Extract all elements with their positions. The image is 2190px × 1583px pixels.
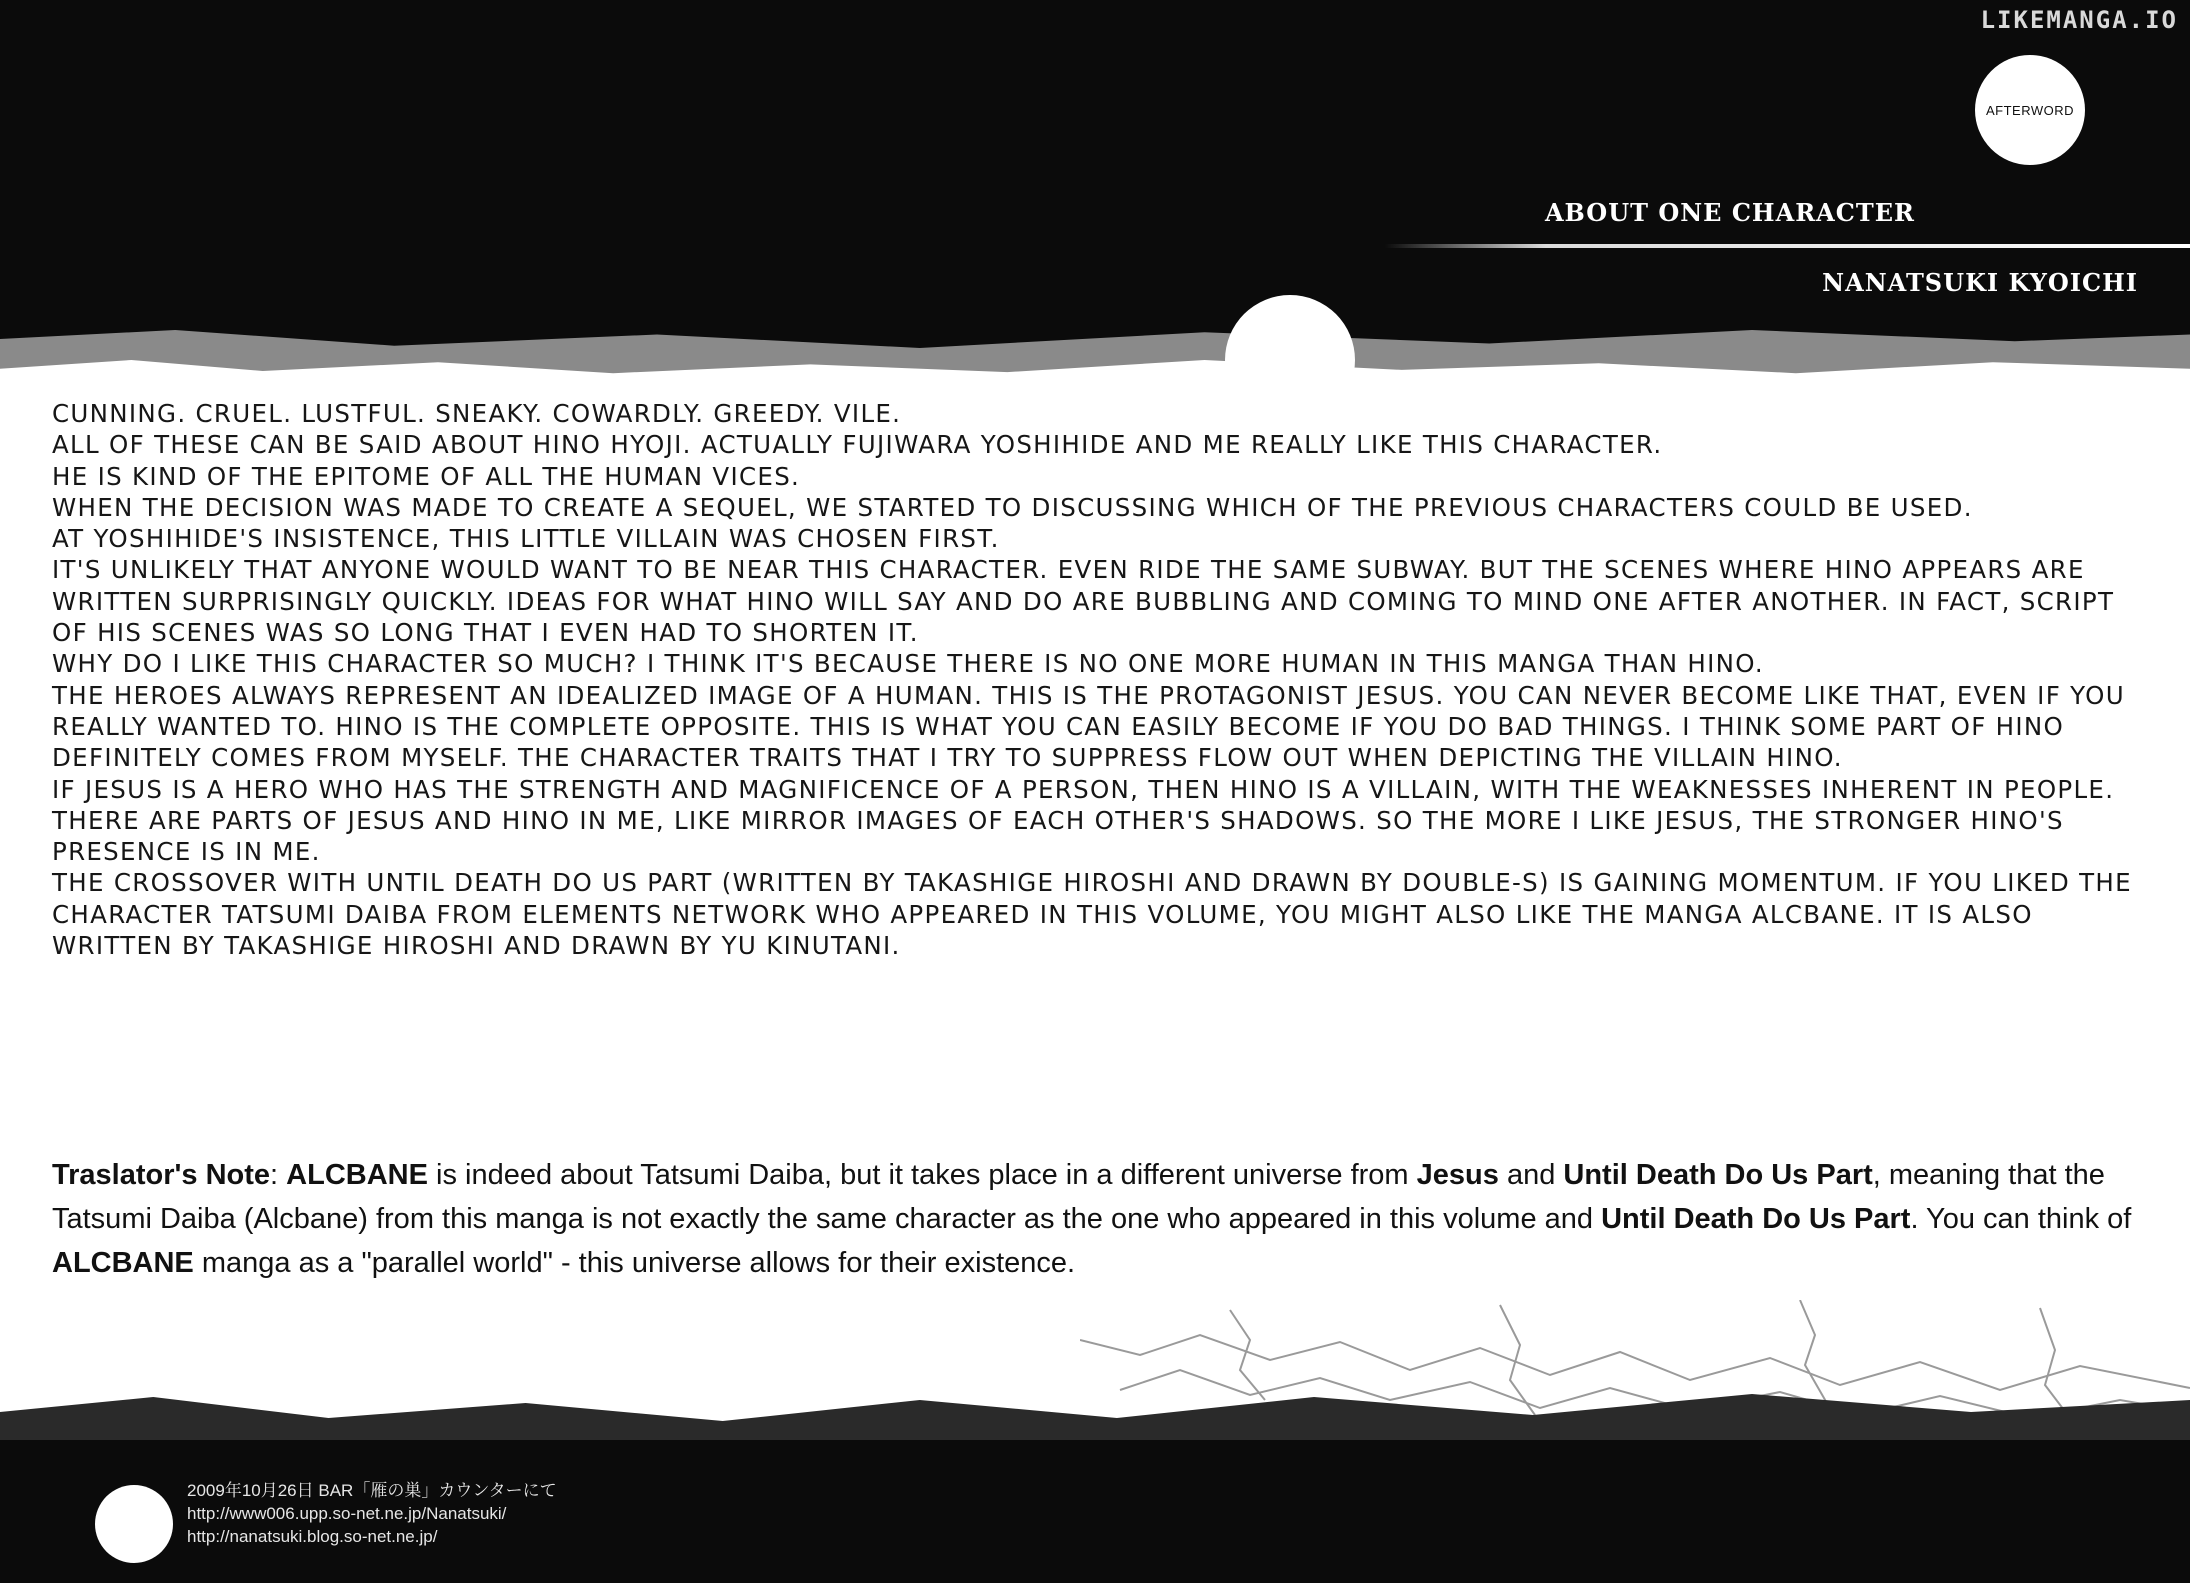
paragraph: WHY DO I LIKE THIS CHARACTER SO MUCH? I THINK IT'S BECAUSE THERE IS NO ONE MORE HUMAN IN THIS MANGA THAN HINO. bbox=[52, 649, 1764, 679]
note-text: : bbox=[270, 1159, 287, 1191]
note-title: Until Death Do Us Part bbox=[1601, 1203, 1911, 1235]
note-label: Traslator's Note bbox=[52, 1159, 271, 1191]
author-name: NANATSUKI KYOICHI bbox=[1822, 268, 2138, 297]
site-watermark: LIKEMANGA.IO bbox=[1980, 6, 2178, 34]
paragraph: WHEN THE DECISION WAS MADE TO CREATE A SEQUEL, WE STARTED TO DISCUSSING WHICH OF THE PREVIOUS CHARACTERS COULD BE USED. bbox=[52, 492, 1973, 522]
note-text: and bbox=[1498, 1159, 1564, 1191]
credit-link-blog[interactable]: http://nanatsuki.blog.so-net.ne.jp/ bbox=[187, 1527, 438, 1546]
paragraph: IT'S UNLIKELY THAT ANYONE WOULD WANT TO BE NEAR THIS CHARACTER. EVEN RIDE THE SAME SUBWAY. BUT THE SCENES WHERE HINO APPEARS ARE WRITTEN SURPRISINGLY QUICKLY. IDEAS FOR WHAT HINO WILL SAY AND DO ARE BUBBLING AND COMING TO MIND ONE AFTER ANOTHER. IN FACT, SCRIPT OF HIS SCENES WAS SO LONG THAT I EVEN HAD TO SHORTEN IT. bbox=[52, 555, 2115, 648]
note-text: , meaning that the Tatsumi Daiba (Alcbane) from this manga is not exactly the same character as the one who appeared in this volume and bbox=[52, 1159, 2105, 1235]
paragraph: HE IS KIND OF THE EPITOME OF ALL THE HUMAN VICES. bbox=[52, 461, 801, 491]
author-credits bbox=[187, 1479, 557, 1548]
paragraph: CUNNING. CRUEL. LUSTFUL. SNEAKY. COWARDLY. GREEDY. VILE. bbox=[52, 399, 902, 428]
header-band bbox=[0, 0, 2190, 370]
note-title: ALCBANE bbox=[52, 1247, 194, 1279]
section-title: ABOUT ONE CHARACTER bbox=[1544, 198, 1915, 227]
paragraph: THE CROSSOVER WITH UNTIL DEATH DO US PART (WRITTEN BY TAKASHIGE HIROSHI AND DRAWN BY DOUBLE-S) IS GAINING MOMENTUM. IF YOU LIKED THE CHARACTER TATSUMI DAIBA FROM ELEMENTS NETWORK WHO APPEARED IN THIS VOLUME, YOU MIGHT ALSO LIKE THE MANGA ALCBANE. IT IS ALSO WRITTEN BY TAKASHIGE HIROSHI AND DRAWN BY YU KINUTANI. bbox=[52, 868, 2132, 961]
afterword-body bbox=[52, 398, 2142, 961]
note-text: . You can think of bbox=[1910, 1203, 2132, 1235]
moon-disc-decoration bbox=[95, 1485, 173, 1563]
paragraph: ALL OF THESE CAN BE SAID ABOUT HINO HYOJI. ACTUALLY FUJIWARA YOSHIHIDE AND ME REALLY LIKE THIS CHARACTER. bbox=[52, 430, 1663, 460]
title-divider bbox=[1385, 244, 2190, 248]
afterword-badge-label: AFTERWORD bbox=[1985, 102, 2075, 118]
note-title: Until Death Do Us Part bbox=[1563, 1159, 1873, 1191]
credit-date-location: 2009年10月26日 BAR「雁の巣」カウンターにて bbox=[187, 1481, 557, 1500]
paragraph: IF JESUS IS A HERO WHO HAS THE STRENGTH AND MAGNIFICENCE OF A PERSON, THEN HINO IS A VILLAIN, WITH THE WEAKNESSES INHERENT IN PEOPLE. THERE ARE PARTS OF JESUS AND HINO IN ME, LIKE MIRROR IMAGES OF EACH OTHER'S SHADOWS. SO THE MORE I LIKE JESUS, THE STRONGER HINO'S PRESENCE IS IN ME. bbox=[52, 774, 2115, 867]
cracked-ground-decoration bbox=[1080, 1300, 2190, 1420]
paragraph: AT YOSHIHIDE'S INSISTENCE, THIS LITTLE VILLAIN WAS CHOSEN FIRST. bbox=[52, 524, 1000, 554]
note-text: manga as a "parallel world" - this universe allows for their existence. bbox=[193, 1247, 1076, 1279]
translator-note bbox=[52, 1153, 2142, 1285]
afterword-badge bbox=[1975, 55, 2085, 165]
note-title: Jesus bbox=[1416, 1159, 1499, 1191]
note-title: ALCBANE bbox=[286, 1159, 428, 1191]
paragraph: THE HEROES ALWAYS REPRESENT AN IDEALIZED IMAGE OF A HUMAN. THIS IS THE PROTAGONIST JESUS. YOU CAN NEVER BECOME LIKE THAT, EVEN IF YOU REALLY WANTED TO. HINO IS THE COMPLETE OPPOSITE. THIS IS WHAT YOU CAN EASILY BECOME IF YOU DO BAD THINGS. I THINK SOME PART OF HINO DEFINITELY COMES FROM MYSELF. THE CHARACTER TRAITS THAT I TRY TO SUPPRESS FLOW OUT WHEN DEPICTING THE VILLAIN HINO. bbox=[52, 680, 2125, 773]
note-text: is indeed about Tatsumi Daiba, but it takes place in a different universe from bbox=[427, 1159, 1417, 1191]
credit-link-website[interactable]: http://www006.upp.so-net.ne.jp/Nanatsuki/ bbox=[187, 1504, 507, 1523]
